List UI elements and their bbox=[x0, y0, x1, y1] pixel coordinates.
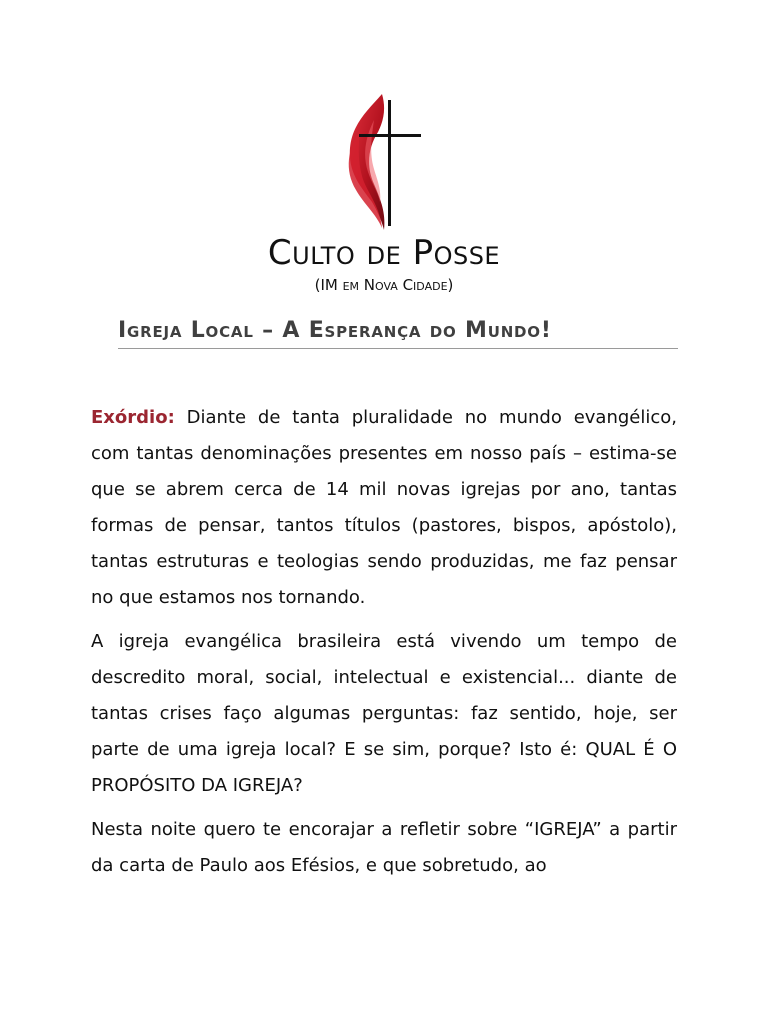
exordio-label: Exórdio: bbox=[91, 407, 175, 428]
document-subtitle: (IM em Nova Cidade) bbox=[314, 276, 454, 294]
paragraph-text: Nesta noite quero te encorajar a refletir sobre “IGREJA” a partir da carta de Paulo aos Efésios, e que sobretudo, ao bbox=[91, 819, 677, 876]
paragraph-text: Diante de tanta pluralidade no mundo evangélico, com tantas denominações presentes em nosso país – estima-se que se abrem cerca de 14 mil novas igrejas por ano, tantas formas de pensar, tantos títulos (pastores, bispos, apóstolo), tantas estruturas e teologias sendo produzidas, me faz pensar no que estamos nos tornando. bbox=[91, 407, 677, 608]
paragraph bbox=[91, 812, 677, 884]
document-title: Culto de Posse bbox=[267, 233, 501, 273]
paragraph-exordio bbox=[91, 400, 677, 616]
paragraph-text: A igreja evangélica brasileira está vivendo um tempo de descredito moral, social, intelectual e existencial... diante de tantas crises faço algumas perguntas: faz sentido, hoje, ser parte de uma igreja local? E se sim, porque? Isto é: QUAL É O PROPÓSITO DA IGREJA? bbox=[91, 631, 677, 796]
document-body bbox=[91, 400, 677, 892]
paragraph bbox=[91, 624, 677, 804]
cross-and-flame-icon bbox=[338, 90, 428, 230]
section-heading: Igreja Local – A Esperança do Mundo! bbox=[118, 318, 678, 349]
